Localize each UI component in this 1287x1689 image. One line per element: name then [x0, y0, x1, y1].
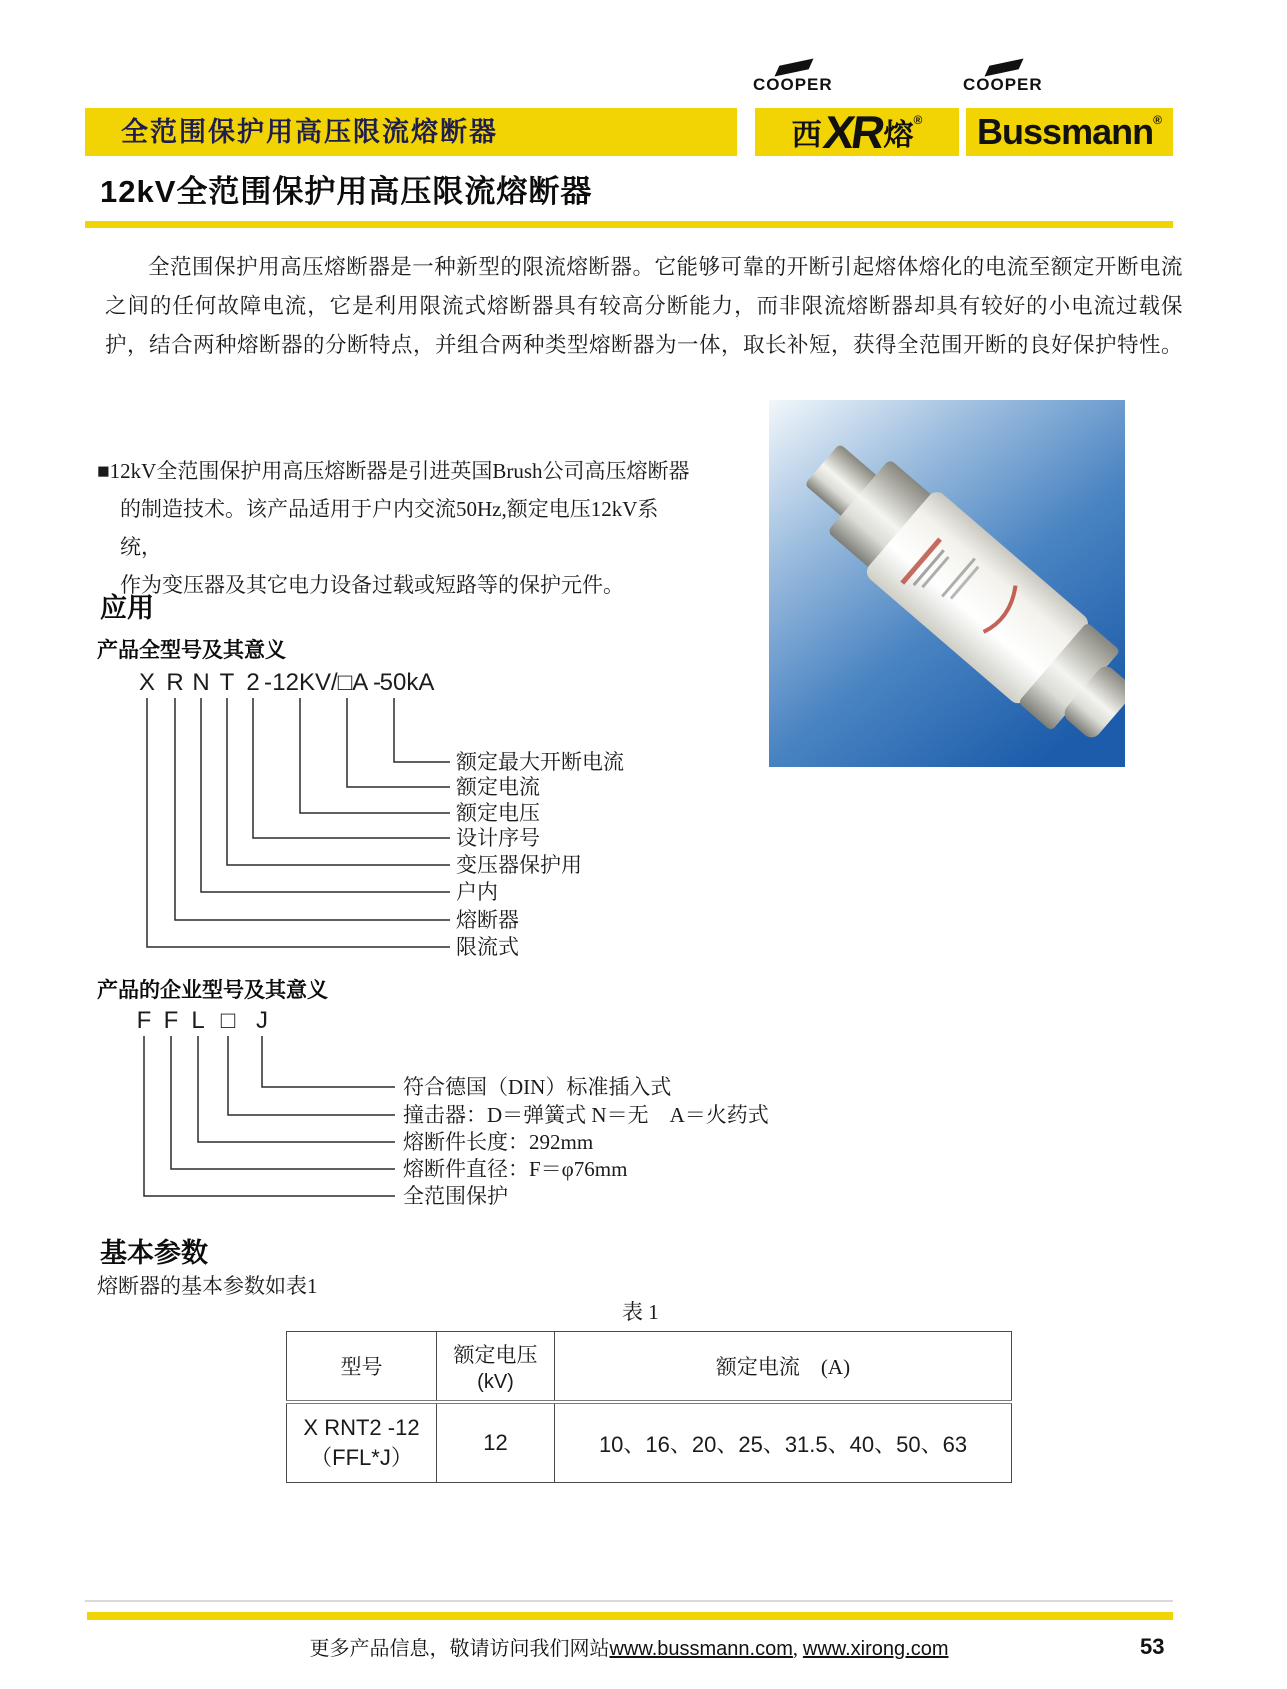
intro-paragraph: 全范围保护用高压熔断器是一种新型的限流熔断器。它能够可靠的开断引起熔体熔化的电流至额定开断电流之间的任何故障电流，它是利用限流式熔断器具有较高分断能力，而非限流熔断器却具有较好的小电流过载保护，结合两种熔断器的分断特点，并组合两种类型熔断器为一体，取长补短，获得全范围开断的良好保护特性。	[105, 255, 1184, 357]
cell-model	[287, 1402, 437, 1483]
footer-prefix: 更多产品信息，敬请访问我们网站	[309, 1638, 610, 1660]
footer-link-bussmann[interactable]: www.bussmann.com	[609, 1638, 793, 1660]
xirong-rong: 熔	[883, 119, 914, 152]
designation-label: 变压器保护用	[456, 853, 582, 877]
code-token: R	[166, 669, 184, 696]
designation-label: 符合德国（DIN）标准插入式	[403, 1075, 672, 1099]
designation-label: 户内	[456, 880, 498, 904]
feature-paragraph	[97, 452, 697, 604]
footer-separator: ,	[792, 1638, 803, 1660]
basic-parameters-note: 熔断器的基本参数如表1	[97, 1274, 318, 1298]
footer-text	[85, 1632, 1173, 1661]
cooper-wordmark: COOPER	[963, 75, 1043, 94]
section-heading-application: 应用	[100, 593, 154, 623]
code-token: N	[192, 669, 210, 696]
code-token: T	[219, 669, 235, 696]
code-token: 50kA	[379, 669, 435, 696]
header-band-title: 全范围保护用高压限流熔断器	[85, 108, 737, 156]
page-title: 12kV全范围保护用高压限流熔断器	[100, 174, 593, 209]
header-cell-current: 额定电流 (A)	[555, 1332, 1012, 1403]
bussmann-logo	[966, 108, 1173, 156]
title-underline-rule	[85, 221, 1173, 228]
page-number: 53	[1140, 1634, 1165, 1659]
xirong-logo	[755, 108, 959, 156]
cooper-flag-icon	[984, 59, 1023, 77]
model-designation-heading: 产品全型号及其意义	[97, 639, 286, 662]
code-token: X	[138, 669, 156, 696]
feature-line: 作为变压器及其它电力设备过载或短路等的保护元件。	[120, 573, 624, 597]
feature-line: ■12kV全范围保护用高压熔断器是引进英国Brush公司高压熔断器	[97, 459, 690, 483]
footer-yellow-bar	[87, 1612, 1173, 1620]
header-voltage-text: 额定电压	[453, 1342, 538, 1367]
designation-label: 额定电压	[456, 801, 540, 825]
footer-link-xirong[interactable]: www.xirong.com	[802, 1638, 949, 1660]
code-token: 12KV/	[272, 669, 338, 696]
table-caption: 表 1	[622, 1300, 659, 1324]
designation-label: 设计序号	[456, 826, 540, 850]
code-token: -	[264, 669, 272, 696]
product-photo	[769, 400, 1125, 772]
code-token: -	[373, 669, 381, 696]
cooper-logo-left	[753, 62, 863, 106]
bussmann-wordmark: Bussmann	[977, 111, 1154, 152]
model-code: X RNT2 -12	[303, 1414, 420, 1440]
designation-label: 熔断件长度：292mm	[403, 1130, 594, 1154]
model-code-alt: （FFL*J）	[310, 1444, 413, 1470]
cooper-flag-icon	[774, 59, 813, 77]
code-token: F	[136, 1007, 152, 1034]
xirong-xr-mark: XR	[819, 106, 886, 158]
designation-label: 熔断器	[456, 908, 519, 932]
cell-voltage: 12	[437, 1402, 555, 1483]
designation-label: 全范围保护	[403, 1184, 508, 1208]
fuse-photo-graphic	[769, 400, 1125, 767]
bussmann-registered-mark: ®	[1153, 113, 1162, 127]
section-heading-basic-parameters: 基本参数	[100, 1238, 208, 1268]
code-token: □A	[337, 669, 369, 696]
designation-label: 熔断件直径：F＝φ76mm	[403, 1157, 628, 1181]
code-token: 2	[246, 669, 260, 696]
xirong-xi: 西	[791, 119, 822, 152]
designation-label: 撞击器：D＝弹簧式 N＝无 A＝火药式	[403, 1103, 769, 1127]
cooper-logo-right	[963, 62, 1073, 106]
table-data-row	[287, 1402, 1012, 1483]
model-designation-diagram	[115, 662, 715, 967]
header-cell-model: 型号	[287, 1332, 437, 1403]
designation-label: 限流式	[456, 935, 519, 959]
xirong-registered-mark: ®	[913, 113, 923, 127]
code-token: □	[220, 1007, 236, 1034]
cooper-wordmark: COOPER	[753, 75, 833, 94]
header-voltage-unit: (kV)	[477, 1370, 514, 1393]
header-cell-voltage	[437, 1332, 555, 1403]
feature-line: 的制造技术。该产品适用于户内交流50Hz,额定电压12kV系统，	[120, 497, 659, 559]
table-header-row	[287, 1332, 1012, 1403]
designation-label: 额定最大开断电流	[456, 750, 624, 774]
cell-currents: 10、16、20、25、31.5、40、50、63	[555, 1402, 1012, 1483]
designation-label: 额定电流	[456, 775, 540, 799]
enterprise-designation-heading: 产品的企业型号及其意义	[97, 979, 328, 1002]
footer-hairline	[85, 1600, 1173, 1602]
parameters-table	[286, 1331, 1012, 1483]
code-token: L	[191, 1007, 205, 1034]
code-token: J	[256, 1007, 268, 1034]
enterprise-designation-diagram	[115, 1002, 815, 1242]
code-token: F	[163, 1007, 179, 1034]
